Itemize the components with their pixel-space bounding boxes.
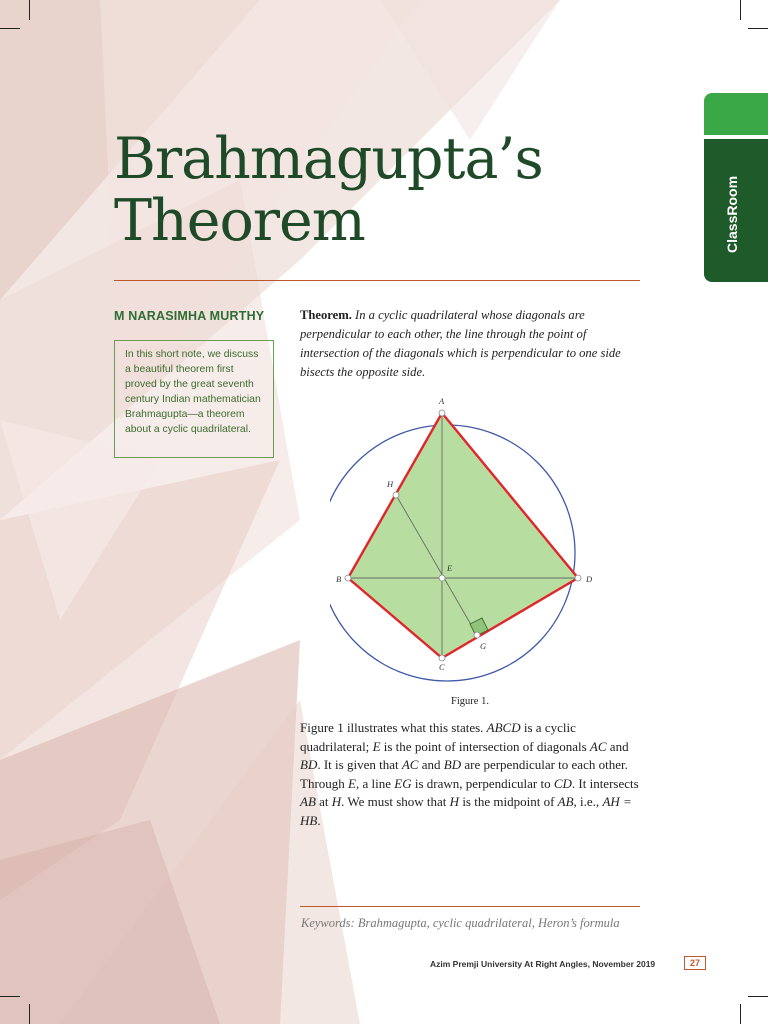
body-text-run: and: [609, 738, 629, 754]
crop-mark: [0, 996, 20, 997]
title-line-2: Theorem: [114, 188, 365, 254]
math-term: ABCD: [486, 720, 521, 735]
crop-mark: [748, 28, 768, 29]
body-text-run: . It is given that: [317, 757, 399, 772]
body-text-run: are perpendicular to each other. Through: [300, 757, 628, 791]
math-term: AC: [589, 738, 607, 754]
page-title: [114, 128, 543, 252]
crop-mark: [748, 996, 768, 997]
title-rule: [114, 280, 640, 281]
page-number: 27: [684, 956, 706, 970]
theorem-label: Theorem.: [300, 308, 352, 322]
point-c: [439, 655, 445, 661]
theorem-statement: [300, 306, 645, 382]
keywords-rule: [300, 906, 640, 907]
math-term: AC: [401, 757, 419, 772]
body-text-run: at: [319, 794, 329, 809]
theorem-text: In a cyclic quadrilateral whose diagonals are perpendicular to each other, the line through the point of intersection of the diagonals which is perpendicular to one side bisects the opposite side.: [300, 308, 621, 379]
figure-1-diagram: [330, 395, 610, 685]
math-term: H: [331, 794, 342, 809]
math-term: AB: [300, 794, 316, 809]
body-paragraph: [300, 719, 642, 830]
point-g: [474, 632, 480, 638]
math-term: AB: [557, 794, 574, 809]
title-line-1: Brahmagupta’s: [114, 126, 543, 192]
point-b: [345, 575, 351, 581]
math-term: CD: [553, 775, 572, 791]
section-tab-accent: [704, 93, 768, 135]
math-equation: AH = HB: [300, 794, 632, 828]
footer-publication: Azim Premji University At Right Angles, November 2019: [430, 959, 656, 969]
body-text-run: , i.e.,: [573, 794, 600, 809]
label-a: A: [439, 396, 445, 406]
body-text-run: is the midpoint of: [462, 794, 555, 809]
body-text-run: is the point of intersection of diagonals: [383, 738, 587, 754]
crop-mark: [740, 1004, 741, 1024]
label-c: C: [439, 662, 445, 672]
keywords: Keywords: Brahmagupta, cyclic quadrilateral, Heron’s formula: [301, 916, 620, 930]
body-text-run: and: [421, 757, 441, 772]
body-text-run: . We must show that: [341, 794, 447, 809]
label-b: B: [336, 574, 342, 584]
body-text-run: is a cyclic quadrilateral;: [300, 720, 576, 754]
math-term: BD: [443, 757, 462, 772]
body-text-run: . It intersects: [571, 775, 639, 791]
math-term: H: [449, 794, 460, 809]
crop-mark: [29, 1004, 30, 1024]
cyclic-quadrilateral: [348, 413, 578, 658]
crop-mark: [29, 0, 30, 20]
abstract-box: In this short note, we discuss a beautiful theorem first proved by the great seventh century Indian mathematician Brahmagupta—a theorem about a cyclic quadrilateral.: [114, 340, 274, 458]
body-text-run: Figure 1 illustrates what this states.: [300, 720, 484, 735]
point-d: [575, 575, 581, 581]
math-term: E: [372, 738, 381, 754]
body-text-run: .: [317, 812, 321, 828]
label-e: E: [447, 563, 453, 573]
figure-caption: Figure 1.: [451, 696, 489, 707]
label-g: G: [480, 641, 487, 651]
crop-mark: [740, 0, 741, 20]
label-h: H: [387, 479, 394, 489]
math-term: E: [348, 775, 356, 791]
point-a: [439, 410, 445, 416]
math-term: EG: [394, 775, 412, 791]
body-text-run: is drawn, perpendicular to: [414, 775, 551, 791]
crop-mark: [0, 28, 20, 29]
point-h: [393, 492, 399, 498]
math-term: BD: [300, 757, 318, 772]
author-name: M NARASIMHA MURTHY: [114, 309, 265, 323]
section-tab-label: ClassRoom: [724, 175, 740, 253]
point-e: [439, 575, 445, 581]
body-text-run: , a line: [355, 775, 391, 791]
label-d: D: [586, 574, 593, 584]
